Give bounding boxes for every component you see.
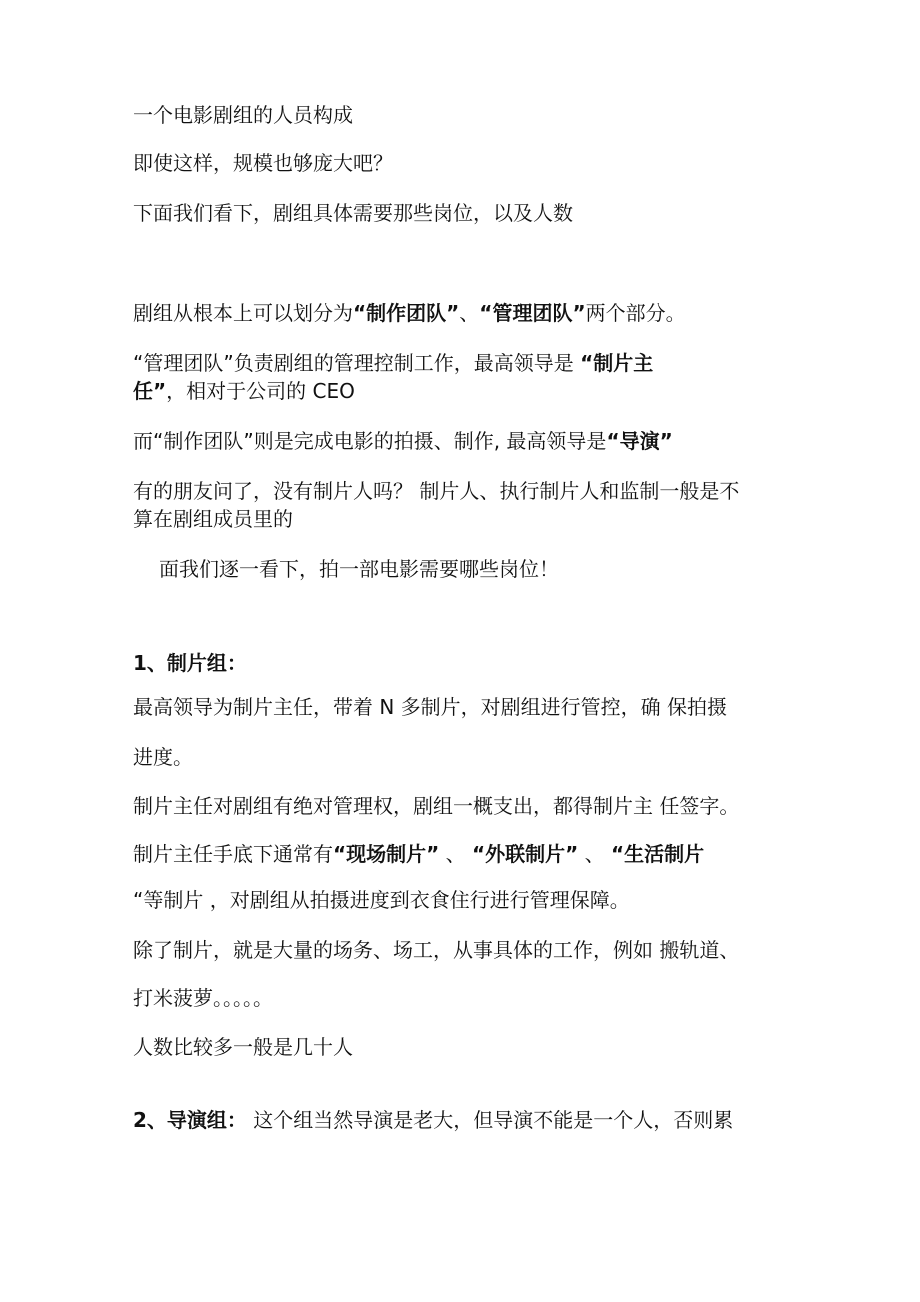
intro-line-3: 下面我们看下，剧组具体需要那些岗位，以及人数 bbox=[133, 201, 573, 225]
section-1-line: “等制片 ，对剧组从拍摄进度到衣食住行进行管理保障。 bbox=[133, 888, 630, 912]
section-1-line: 打米菠萝。。。。。 bbox=[133, 986, 273, 1010]
bold-text: “制片主 bbox=[580, 351, 654, 375]
bold-text: “外联制片” bbox=[472, 842, 579, 866]
bold-text: “导演” bbox=[606, 429, 673, 453]
management-paragraph-cont bbox=[133, 379, 355, 403]
bold-text: “生活制片 bbox=[611, 842, 705, 866]
production-paragraph bbox=[133, 429, 673, 453]
section-1-line: 制片主任对剧组有绝对管理权，剧组一概支出，都得制片主 任签字。 bbox=[133, 794, 740, 818]
section-1-line: 最高领导为制片主任，带着 N 多制片，对剧组进行管控，确 保拍摄 bbox=[133, 695, 728, 719]
text: ，相对于公司的 CEO bbox=[166, 379, 355, 403]
text: 、 bbox=[439, 842, 473, 866]
section-1-line: 进度。 bbox=[133, 745, 193, 769]
text: 两个部分。 bbox=[585, 301, 686, 325]
teams-paragraph bbox=[133, 301, 686, 325]
heading-text: 2、导演组： bbox=[133, 1108, 247, 1132]
intro-line-1: 一个电影剧组的人员构成 bbox=[133, 103, 353, 127]
bold-text: “现场制片” bbox=[333, 842, 440, 866]
heading-text: 1、制片组： bbox=[133, 651, 247, 675]
text: “管理团队”负责剧组的管理控制工作，最高领导是 bbox=[133, 351, 581, 375]
text: 剧组从根本上可以划分为 bbox=[133, 301, 353, 325]
producer-question-line-2: 算在剧组成员里的 bbox=[133, 507, 293, 531]
text: 制片主任手底下通常有 bbox=[133, 842, 333, 866]
section-2-line bbox=[133, 1108, 733, 1132]
text: 这个组当然导演是老大，但导演不能是一个人，否则累 bbox=[246, 1108, 734, 1132]
text: 、 bbox=[459, 301, 480, 325]
bold-text: 任” bbox=[133, 379, 167, 403]
section-1-line: 除了制片，就是大量的场务、场工，从事具体的工作，例如 搬轨道、 bbox=[133, 938, 740, 962]
roles-intro: 面我们逐一看下，拍一部电影需要哪些岗位！ bbox=[159, 557, 559, 581]
text: 而“制作团队”则是完成电影的拍摄、制作, 最高领导是 bbox=[133, 429, 607, 453]
text: 、 bbox=[578, 842, 612, 866]
management-paragraph bbox=[133, 351, 653, 375]
producer-question-line-1: 有的朋友问了，没有制片人吗？ 制片人、执行制片人和监制一般是不 bbox=[133, 479, 740, 503]
intro-line-2: 即使这样，规模也够庞大吧？ bbox=[133, 151, 393, 175]
bold-text: “制作团队” bbox=[353, 301, 460, 325]
section-1-line bbox=[133, 842, 704, 866]
section-1-line: 人数比较多一般是几十人 bbox=[133, 1035, 353, 1059]
bold-text: “管理团队” bbox=[479, 301, 586, 325]
section-1-title bbox=[133, 651, 247, 675]
